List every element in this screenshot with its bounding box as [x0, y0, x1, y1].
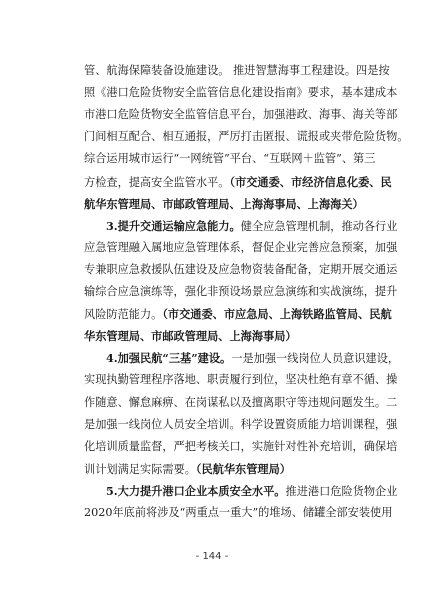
text-segment: 健全应急管理机制，推动各行业	[240, 219, 398, 233]
text-segment: 方检查，提高安全监管水平。	[84, 175, 230, 189]
text-segment: 作随意、懈怠麻痹、在岗谋私以及擅离职守等违规问题发生。二	[84, 395, 398, 409]
text-line	[84, 417, 398, 433]
text-line	[84, 306, 392, 322]
bold-text-segment: 4.加强民航“三基”建设。	[106, 351, 232, 366]
text-line	[84, 439, 398, 455]
bold-text-segment: 航华东管理局、市邮政管理局、上海海事局、上海海关）	[84, 196, 364, 211]
text-segment: 输综合应急演练等，强化非预设场景应急演练和实战演练，提升	[84, 285, 398, 298]
text-segment: 实现执勤管理程序落地、职责履行到位，坚决杜绝有章不循、操	[84, 373, 398, 387]
text-line	[84, 284, 398, 300]
bold-text-segment: 3.提升交通运输应急能力。	[106, 218, 241, 233]
text-segment: 推进港口危险货物企业	[285, 484, 398, 498]
bold-text-segment: （民航华东管理局）	[195, 461, 291, 476]
bold-text-segment: 华东管理局、市邮政管理局、上海海事局）	[84, 329, 297, 344]
text-line	[84, 505, 393, 521]
text-line	[106, 350, 400, 366]
text-segment: 照《港口危险货物安全监管信息化建设指南》要求，基本建成本	[84, 86, 398, 100]
text-segment: 市港口危险货物安全监管信息平台，加强港政、海事、海关等部	[84, 108, 398, 122]
bold-text-segment: （市交通委、市应急局、上海铁路监管局、民航	[162, 307, 392, 322]
text-line	[84, 107, 398, 123]
bold-text-segment: 5.大力提升港口企业本质安全水平。	[106, 483, 286, 498]
text-segment: 专兼职应急救援队伍建设及应急物资装备配备，定期开展交通运	[84, 262, 398, 276]
text-line	[106, 483, 398, 499]
text-line	[84, 129, 409, 145]
text-line	[84, 262, 398, 278]
text-line	[84, 461, 352, 477]
text-segment: 风险防范能力。	[84, 308, 163, 322]
text-segment: 是加强一线岗位人员安全培训。科学设置资质能力培训课程，强	[84, 417, 398, 431]
text-line	[84, 196, 364, 212]
text-line	[84, 372, 398, 388]
text-line	[84, 328, 352, 344]
text-segment: 应急管理融入属地应急管理体系，督促企业完善应急预案，加强	[84, 240, 398, 254]
text-segment: 一是加强一线岗位人员意识建设，	[231, 352, 400, 366]
text-line	[84, 85, 398, 101]
text-line	[106, 218, 398, 234]
text-segment: 2020年底前将涉及“两重点一重大”的堆场、储罐全部安装使用	[84, 506, 393, 519]
text-line	[84, 174, 392, 190]
page-number: - 144 -	[195, 551, 229, 562]
text-segment: 化培训质量监督，严把考核关口，实施针对性补充培训，确保培	[84, 439, 398, 453]
text-segment: 门间相互配合、相互通报，严厉打击匿报、谎报或夹带危险货物。	[84, 130, 409, 144]
bold-text-segment: （市交通委、市经济信息化委、民	[229, 174, 392, 189]
text-line	[84, 151, 376, 167]
text-segment: 综合运用城市运行“一网统管”平台、“互联网＋监管”、第三	[84, 152, 376, 166]
text-line	[84, 63, 390, 79]
text-segment: 管、航海保障装备设施建设。 推进智慧海事工程建设。四是按	[84, 64, 390, 77]
text-line	[84, 395, 398, 411]
text-line	[84, 240, 398, 256]
text-segment: 训计划满足实际需要。	[84, 462, 196, 476]
